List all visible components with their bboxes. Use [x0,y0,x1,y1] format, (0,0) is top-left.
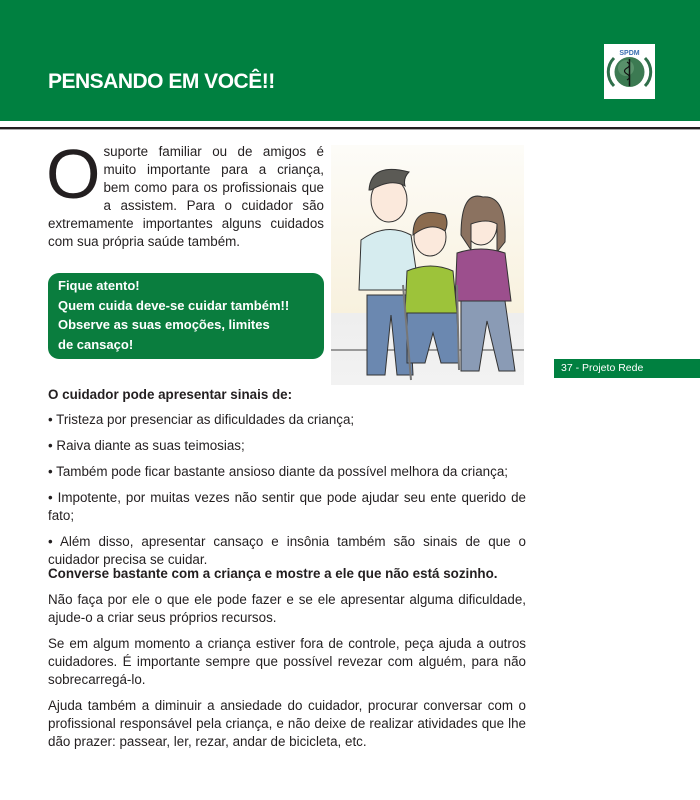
advice-paragraph: Ajuda também a diminuir a ansiedade do cuidador, procurar conversar com o profissional responsável pela criança, e não deixe de realizar atividades que lhe dão prazer: passear, ler, rezar, andar de bicicleta, etc. [48,698,526,749]
callout-line: Fique atento! [58,278,140,293]
sign-item: • Raiva diante as suas teimosias; [48,438,245,453]
sign-item: • Também pode ficar bastante ansioso diante da possível melhora da criança; [48,464,508,479]
callout-line: Quem cuida deve-se cuidar também!! [58,297,290,313]
page-title: PENSANDO EM VOCÊ!! [48,70,275,93]
signs-heading: O cuidador pode apresentar sinais de: [48,387,293,402]
callout-box [48,273,324,359]
advice-heading: Converse bastante com a criança e mostre a ele que não está sozinho. [48,566,498,581]
advice-paragraph: Se em algum momento a criança estiver fora de controle, peça ajuda a outros cuidadores. É importante sempre que possível revezar com alguém, para não sobrecarregá-lo. [48,636,526,687]
advice-paragraph: Não faça por ele o que ele pode fazer e se ele apresentar alguma dificuldade, ajude-o a criar seus próprios recursos. [48,592,526,625]
svg-text:SPDM: SPDM [619,50,640,57]
advice-section [48,565,526,751]
callout-line: de cansaço! [58,336,134,352]
spdm-logo [604,44,655,99]
family-illustration [331,145,524,385]
header-divider-shadow [0,129,700,130]
family-illustration-image [331,145,524,385]
caduceus-logo-icon [604,44,655,99]
signs-section [48,386,526,569]
callout-line: Observe as suas emoções, limites [58,317,270,332]
sign-item: • Impotente, por muitas vezes não sentir que pode ajudar seu ente querido de fato; [48,490,526,523]
page-header [0,0,700,121]
drop-cap: O [46,135,101,213]
intro-paragraph [46,135,324,251]
sign-item: • Além disso, apresentar cansaço e insônia também são sinais de que o cuidador precisa se cuidar. [48,534,526,567]
sign-item: • Tristeza por presenciar as dificuldades da criança; [48,412,355,427]
intro-text: suporte familiar ou de amigos é muito importante para a criança, bem como para os profissionais que a assistem. Para o cuidador são extremamente importantes alguns cuidados com sua própria saúde também. [48,144,324,249]
page-number-badge: 37 - Projeto Rede [554,359,700,378]
